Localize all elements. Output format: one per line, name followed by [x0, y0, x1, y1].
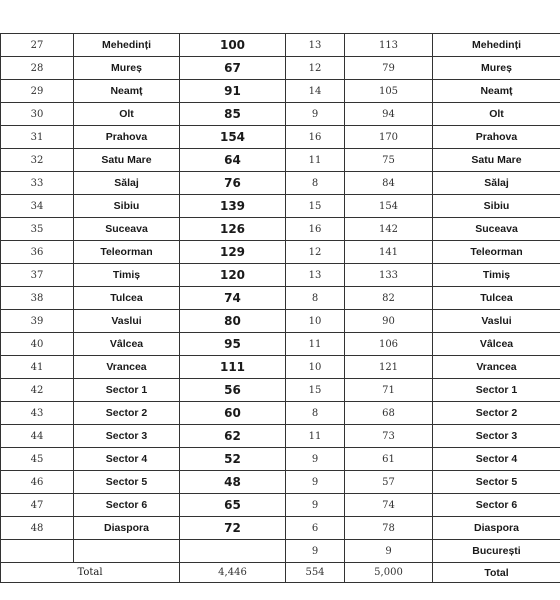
- county-name-right-cell: Teleorman: [433, 241, 560, 264]
- county-name-cell: Sălaj: [74, 172, 180, 195]
- total-seats-cell: 105: [345, 80, 433, 103]
- seats-cell: 139: [180, 195, 286, 218]
- county-name-cell: Vaslui: [74, 310, 180, 333]
- table-row: [1, 218, 560, 241]
- seats-cell: 72: [180, 517, 286, 540]
- additional-seats-cell: 8: [286, 287, 345, 310]
- county-name-cell: Satu Mare: [74, 149, 180, 172]
- total-seats-cell: 94: [345, 103, 433, 126]
- total-label-cell: Total: [1, 563, 180, 583]
- row-index-cell: 43: [1, 402, 74, 425]
- table-body: [1, 34, 560, 583]
- county-name-right-cell: Sector 5: [433, 471, 560, 494]
- row-index-cell: 28: [1, 57, 74, 80]
- total-seats-cell: 141: [345, 241, 433, 264]
- total-seats-cell: 68: [345, 402, 433, 425]
- row-index-cell: 40: [1, 333, 74, 356]
- total-seats-cell: 73: [345, 425, 433, 448]
- additional-seats-cell: 12: [286, 241, 345, 264]
- total-seats-sum-cell: 4,446: [180, 563, 286, 583]
- county-name-cell: Tulcea: [74, 287, 180, 310]
- county-name-right-cell: Vrancea: [433, 356, 560, 379]
- row-index-cell: 32: [1, 149, 74, 172]
- additional-seats-cell: 6: [286, 517, 345, 540]
- additional-seats-cell: 9: [286, 540, 345, 563]
- county-name-right-cell: Sibiu: [433, 195, 560, 218]
- seats-cell: 48: [180, 471, 286, 494]
- county-name-right-cell: Sector 1: [433, 379, 560, 402]
- row-index-cell: 34: [1, 195, 74, 218]
- county-name-right-cell: Tulcea: [433, 287, 560, 310]
- seats-cell: [180, 540, 286, 563]
- row-index-cell: 37: [1, 264, 74, 287]
- total-overall-sum-cell: 5,000: [345, 563, 433, 583]
- county-name-right-cell: Diaspora: [433, 517, 560, 540]
- row-index-cell: 44: [1, 425, 74, 448]
- total-seats-cell: 113: [345, 34, 433, 57]
- county-name-cell: Vrancea: [74, 356, 180, 379]
- table-row: [1, 425, 560, 448]
- county-name-right-cell: Suceava: [433, 218, 560, 241]
- seats-cell: 154: [180, 126, 286, 149]
- county-name-cell: Sector 6: [74, 494, 180, 517]
- total-seats-cell: 61: [345, 448, 433, 471]
- row-index-cell: 33: [1, 172, 74, 195]
- county-name-right-cell: Prahova: [433, 126, 560, 149]
- additional-seats-cell: 11: [286, 333, 345, 356]
- seats-cell: 74: [180, 287, 286, 310]
- row-index-cell: 29: [1, 80, 74, 103]
- row-index-cell: [1, 540, 74, 563]
- row-index-cell: 35: [1, 218, 74, 241]
- total-row: [1, 563, 560, 583]
- total-seats-cell: 79: [345, 57, 433, 80]
- table-row: [1, 471, 560, 494]
- table-row: [1, 333, 560, 356]
- additional-seats-cell: 13: [286, 34, 345, 57]
- table-row: [1, 241, 560, 264]
- county-name-cell: Sibiu: [74, 195, 180, 218]
- total-seats-cell: 121: [345, 356, 433, 379]
- county-name-right-cell: Vaslui: [433, 310, 560, 333]
- additional-seats-cell: 12: [286, 57, 345, 80]
- table-row: [1, 172, 560, 195]
- seats-cell: 62: [180, 425, 286, 448]
- county-name-cell: Diaspora: [74, 517, 180, 540]
- county-name-right-cell: Timiș: [433, 264, 560, 287]
- total-seats-cell: 57: [345, 471, 433, 494]
- county-name-cell: Vâlcea: [74, 333, 180, 356]
- county-name-cell: Mehedinți: [74, 34, 180, 57]
- seat-allocation-table: [0, 33, 560, 583]
- additional-seats-cell: 10: [286, 356, 345, 379]
- county-name-right-cell: Mehedinți: [433, 34, 560, 57]
- seats-cell: 129: [180, 241, 286, 264]
- additional-seats-cell: 15: [286, 379, 345, 402]
- total-seats-cell: 170: [345, 126, 433, 149]
- county-name-right-cell: Sector 3: [433, 425, 560, 448]
- additional-seats-cell: 16: [286, 126, 345, 149]
- seats-cell: 56: [180, 379, 286, 402]
- total-seats-cell: 133: [345, 264, 433, 287]
- additional-seats-cell: 16: [286, 218, 345, 241]
- row-index-cell: 39: [1, 310, 74, 333]
- county-name-right-cell: Mureș: [433, 57, 560, 80]
- county-name-right-cell: Satu Mare: [433, 149, 560, 172]
- total-seats-cell: 9: [345, 540, 433, 563]
- seats-cell: 65: [180, 494, 286, 517]
- seats-cell: 67: [180, 57, 286, 80]
- seats-cell: 60: [180, 402, 286, 425]
- row-index-cell: 30: [1, 103, 74, 126]
- row-index-cell: 38: [1, 287, 74, 310]
- row-index-cell: 31: [1, 126, 74, 149]
- seats-cell: 120: [180, 264, 286, 287]
- table-row: [1, 517, 560, 540]
- row-index-cell: 48: [1, 517, 74, 540]
- row-index-cell: 47: [1, 494, 74, 517]
- table-row: [1, 149, 560, 172]
- county-name-cell: Sector 2: [74, 402, 180, 425]
- county-name-right-cell: Olt: [433, 103, 560, 126]
- county-name-right-cell: București: [433, 540, 560, 563]
- row-index-cell: 42: [1, 379, 74, 402]
- county-name-right-cell: Sector 6: [433, 494, 560, 517]
- table-row: [1, 80, 560, 103]
- seats-cell: 76: [180, 172, 286, 195]
- table-row: [1, 494, 560, 517]
- total-seats-cell: 84: [345, 172, 433, 195]
- county-name-cell: Sector 4: [74, 448, 180, 471]
- row-index-cell: 46: [1, 471, 74, 494]
- county-name-cell: Sector 5: [74, 471, 180, 494]
- table-row: [1, 126, 560, 149]
- county-name-right-cell: Sector 2: [433, 402, 560, 425]
- table-row: [1, 310, 560, 333]
- table-row: [1, 287, 560, 310]
- total-additional-sum-cell: 554: [286, 563, 345, 583]
- table-row: [1, 402, 560, 425]
- table-row: [1, 540, 560, 563]
- table-row: [1, 57, 560, 80]
- additional-seats-cell: 9: [286, 494, 345, 517]
- table-row: [1, 103, 560, 126]
- county-name-right-cell: Sector 4: [433, 448, 560, 471]
- seats-cell: 80: [180, 310, 286, 333]
- additional-seats-cell: 8: [286, 172, 345, 195]
- table-row: [1, 379, 560, 402]
- seats-cell: 85: [180, 103, 286, 126]
- seats-cell: 100: [180, 34, 286, 57]
- additional-seats-cell: 11: [286, 149, 345, 172]
- total-seats-cell: 78: [345, 517, 433, 540]
- table-row: [1, 356, 560, 379]
- county-name-right-cell: Vâlcea: [433, 333, 560, 356]
- county-name-cell: Prahova: [74, 126, 180, 149]
- additional-seats-cell: 8: [286, 402, 345, 425]
- seats-cell: 91: [180, 80, 286, 103]
- total-seats-cell: 82: [345, 287, 433, 310]
- additional-seats-cell: 13: [286, 264, 345, 287]
- county-name-cell: Sector 1: [74, 379, 180, 402]
- seats-cell: 52: [180, 448, 286, 471]
- seats-cell: 64: [180, 149, 286, 172]
- additional-seats-cell: 11: [286, 425, 345, 448]
- table-row: [1, 448, 560, 471]
- county-name-cell: Olt: [74, 103, 180, 126]
- county-name-cell: Timiș: [74, 264, 180, 287]
- county-name-cell: Sector 3: [74, 425, 180, 448]
- county-name-cell: Neamț: [74, 80, 180, 103]
- additional-seats-cell: 15: [286, 195, 345, 218]
- county-name-cell: [74, 540, 180, 563]
- county-name-right-cell: Neamț: [433, 80, 560, 103]
- total-seats-cell: 142: [345, 218, 433, 241]
- table-row: [1, 34, 560, 57]
- total-seats-cell: 74: [345, 494, 433, 517]
- row-index-cell: 36: [1, 241, 74, 264]
- additional-seats-cell: 10: [286, 310, 345, 333]
- total-seats-cell: 90: [345, 310, 433, 333]
- seats-cell: 111: [180, 356, 286, 379]
- additional-seats-cell: 9: [286, 471, 345, 494]
- seats-cell: 95: [180, 333, 286, 356]
- total-seats-cell: 106: [345, 333, 433, 356]
- total-seats-cell: 154: [345, 195, 433, 218]
- row-index-cell: 41: [1, 356, 74, 379]
- county-name-cell: Teleorman: [74, 241, 180, 264]
- seats-cell: 126: [180, 218, 286, 241]
- row-index-cell: 27: [1, 34, 74, 57]
- table-row: [1, 264, 560, 287]
- table-row: [1, 195, 560, 218]
- total-label-right-cell: Total: [433, 563, 560, 583]
- total-seats-cell: 75: [345, 149, 433, 172]
- additional-seats-cell: 9: [286, 103, 345, 126]
- additional-seats-cell: 9: [286, 448, 345, 471]
- county-name-right-cell: Sălaj: [433, 172, 560, 195]
- total-seats-cell: 71: [345, 379, 433, 402]
- county-name-cell: Mureș: [74, 57, 180, 80]
- row-index-cell: 45: [1, 448, 74, 471]
- county-name-cell: Suceava: [74, 218, 180, 241]
- additional-seats-cell: 14: [286, 80, 345, 103]
